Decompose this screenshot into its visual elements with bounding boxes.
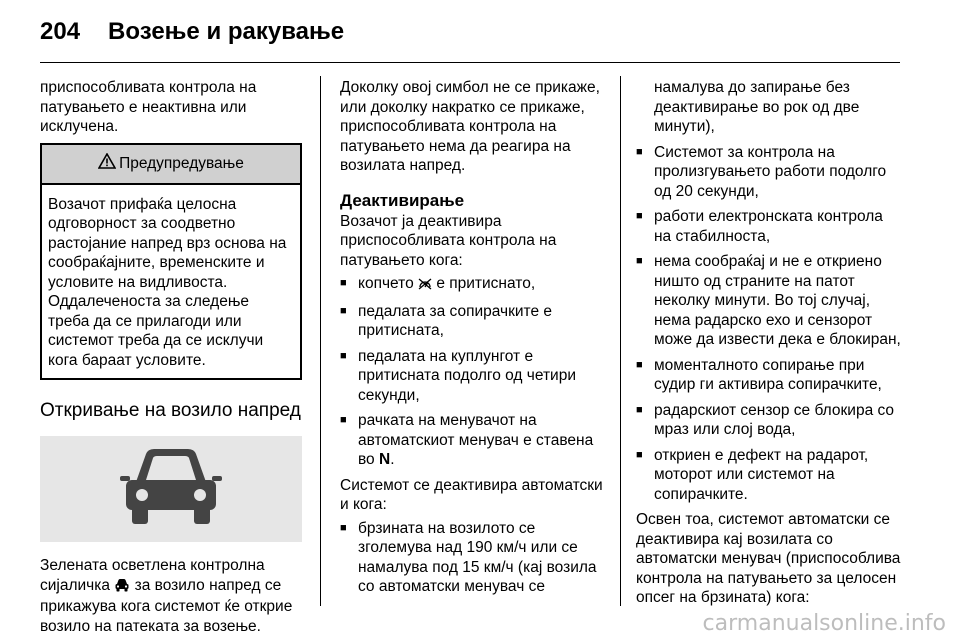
car-front-icon (114, 578, 130, 598)
list-item: ■ педалата на куплунгот е притисната подолго од четири секунди, (340, 347, 608, 406)
continuation-text: намалува до запирање без деактивирање во рок од две минути), (654, 79, 860, 135)
column-divider (320, 76, 321, 606)
auto-deactivation-list-continued (636, 143, 902, 505)
car-figure (40, 436, 302, 542)
list-item: ■ откриен е дефект на радарот, моторот или системот на сопирачките. (636, 446, 902, 505)
deactivation-lead: Возачот ја деактивира приспособливата контрола на патувањето кога: (340, 212, 557, 269)
column-middle (340, 78, 608, 603)
vehicle-ahead-paragraph: Зелената осветлена контролна сијаличка за возило напред се прикажува кога системот ќе открие возило на патеката за возење. (40, 557, 293, 635)
list-item: ■ копчето е притиснато, (340, 274, 608, 296)
page-header (40, 12, 344, 52)
list-item: ■ рачката на менувачот на автоматскиот менувач е ставена во N. (340, 411, 608, 470)
deactivation-list (340, 274, 608, 470)
column-divider (620, 76, 621, 606)
warning-header (42, 145, 300, 183)
intro-paragraph: приспособливата контрола на патувањето е неактивна или исклучена. (40, 79, 257, 135)
cruise-control-off-icon (418, 276, 432, 296)
auto-deactivation-lead: Системот се деактивира автоматски и кога: (340, 476, 603, 513)
heading-vehicle-ahead: Откривање на возило напред (40, 400, 301, 421)
column-left (40, 78, 302, 636)
list-item: ■ моменталното сопирање при судир ги активира сопирачките, (636, 356, 902, 395)
warning-box (40, 143, 302, 381)
outro-paragraph: Освен тоа, системот автоматски се деактивира кај возилата со автоматски менувач (приспособлива контрола на патувањето за целосен опсег на брзината) кога: (636, 511, 901, 606)
intro-paragraph: Доколку овој симбол не се прикаже, или доколку накратко се прикаже, приспособливата контрола на патувањето нема да реагира на возилата напред. (340, 79, 600, 174)
list-item: ■ Системот за контрола на пролизгувањето работи подолго од 20 секунди, (636, 143, 902, 202)
car-front-icon (116, 444, 226, 534)
column-right (636, 78, 902, 608)
warning-body: Возачот прифаќа целосна одговорност за соодветно растојание напред врз основа на сообраќајните, временските и условите на видливоста. Оддалеченоста за следење треба да се прилагоди или системот треба да се исклучи кога бараат условите. (42, 183, 300, 379)
list-item: ■ нема сообраќај и не е откриено ништо од страните на патот неколку минути. Во тој случај, нема радарско ехо и сензорот може да извести дека е блокиран, (636, 252, 902, 350)
list-item: ■ радарскиот сензор се блокира со мраз или слој вода, (636, 401, 902, 440)
section-title: Возење и ракување (108, 18, 345, 45)
list-item: ■ брзината на возилото се зголемува над 190 км/ч или се намалува под 15 км/ч (кај возила со автоматски менувач се (340, 519, 608, 597)
warning-triangle-icon (98, 153, 116, 175)
heading-deactivation: Деактивирање (340, 190, 465, 210)
auto-deactivation-list (340, 519, 608, 597)
list-item: ■ педалата за сопирачките е притисната, (340, 302, 608, 341)
list-item: ■ работи електронската контрола на стабилноста, (636, 207, 902, 246)
warning-title: Предупредување (119, 154, 244, 172)
watermark: carmanualsonline.info (702, 611, 946, 636)
page-number: 204 (40, 18, 81, 45)
header-rule (40, 62, 900, 63)
